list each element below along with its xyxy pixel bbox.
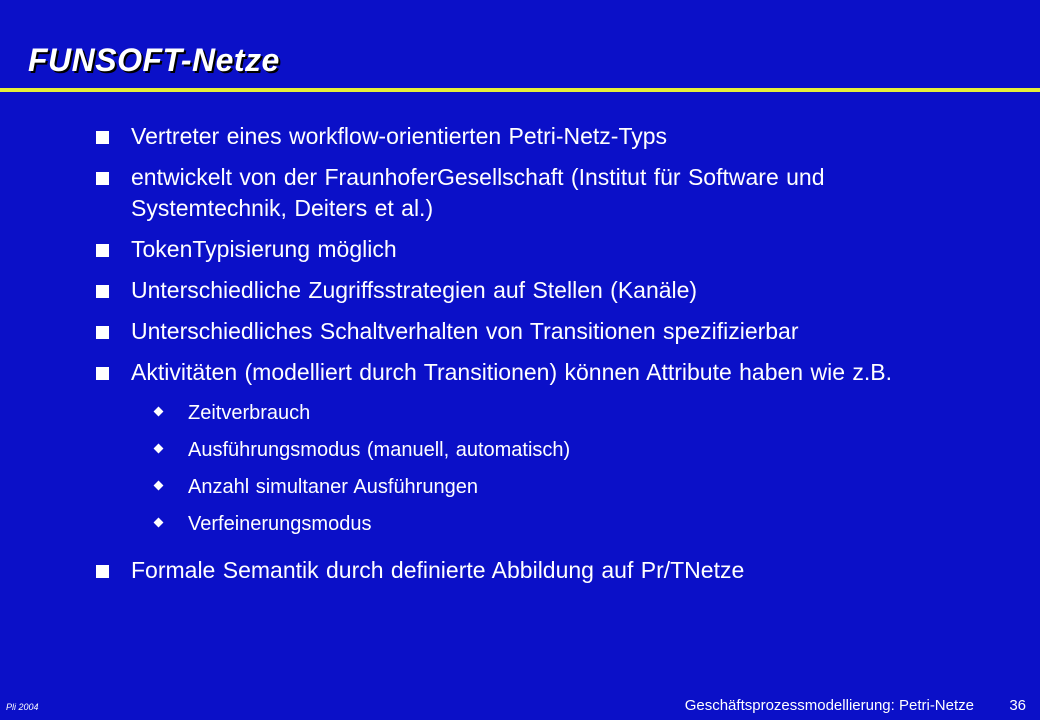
square-bullet-icon (96, 285, 109, 298)
bullet-text: TokenTypisierung möglich (131, 236, 397, 262)
diamond-bullet-icon (154, 518, 164, 528)
bullet-text: Unterschiedliche Zugriffsstrategien auf Stellen (Kanäle) (131, 277, 698, 303)
bullet-item (96, 234, 956, 265)
sub-bullet-text: Zeitverbrauch (188, 402, 311, 424)
sub-bullet-list (96, 400, 956, 537)
bullet-item (96, 121, 956, 152)
sub-bullet-text: Verfeinerungsmodus (188, 513, 372, 535)
square-bullet-icon (96, 244, 109, 257)
footer-course-title: Geschäftsprozessmodellierung: Petri-Netze (684, 697, 974, 714)
bullet-item (96, 162, 956, 224)
square-bullet-icon (96, 172, 109, 185)
diamond-bullet-icon (154, 444, 164, 454)
square-bullet-icon (96, 565, 109, 578)
bullet-item (96, 555, 956, 586)
bullet-text: Unterschiedliches Schaltverhalten von Transitionen spezifizierbar (131, 318, 799, 344)
square-bullet-icon (96, 367, 109, 380)
diamond-bullet-icon (154, 407, 164, 417)
bullet-item (96, 275, 956, 306)
sub-bullet-text: Ausführungsmodus (manuell, automatisch) (188, 439, 571, 461)
page-number: 36 (1009, 697, 1026, 714)
title-underline (0, 88, 1040, 92)
slide-title: FUNSOFT-Netze (28, 42, 280, 78)
bullet-text: entwickelt von der FraunhoferGesellschaft (Institut für Software und Systemtechnik, Deiters et al.) (131, 164, 825, 221)
square-bullet-icon (96, 131, 109, 144)
bullet-text: Vertreter eines workflow-orientierten Petri-Netz-Typs (131, 123, 668, 149)
sub-bullet-item (96, 474, 956, 500)
sub-bullet-item (96, 400, 956, 426)
bullet-text: Formale Semantik durch definierte Abbildung auf Pr/TNetze (131, 557, 745, 583)
sub-bullet-item (96, 511, 956, 537)
sub-bullet-text: Anzahl simultaner Ausführungen (188, 476, 478, 498)
bullet-list (96, 121, 956, 596)
bullet-item (96, 316, 956, 347)
diamond-bullet-icon (154, 481, 164, 491)
bullet-text: Aktivitäten (modelliert durch Transitionen) können Attribute haben wie z.B. (131, 359, 893, 385)
square-bullet-icon (96, 326, 109, 339)
bullet-item (96, 357, 956, 537)
sub-bullet-item (96, 437, 956, 463)
footer-author: Pli 2004 (6, 702, 39, 712)
